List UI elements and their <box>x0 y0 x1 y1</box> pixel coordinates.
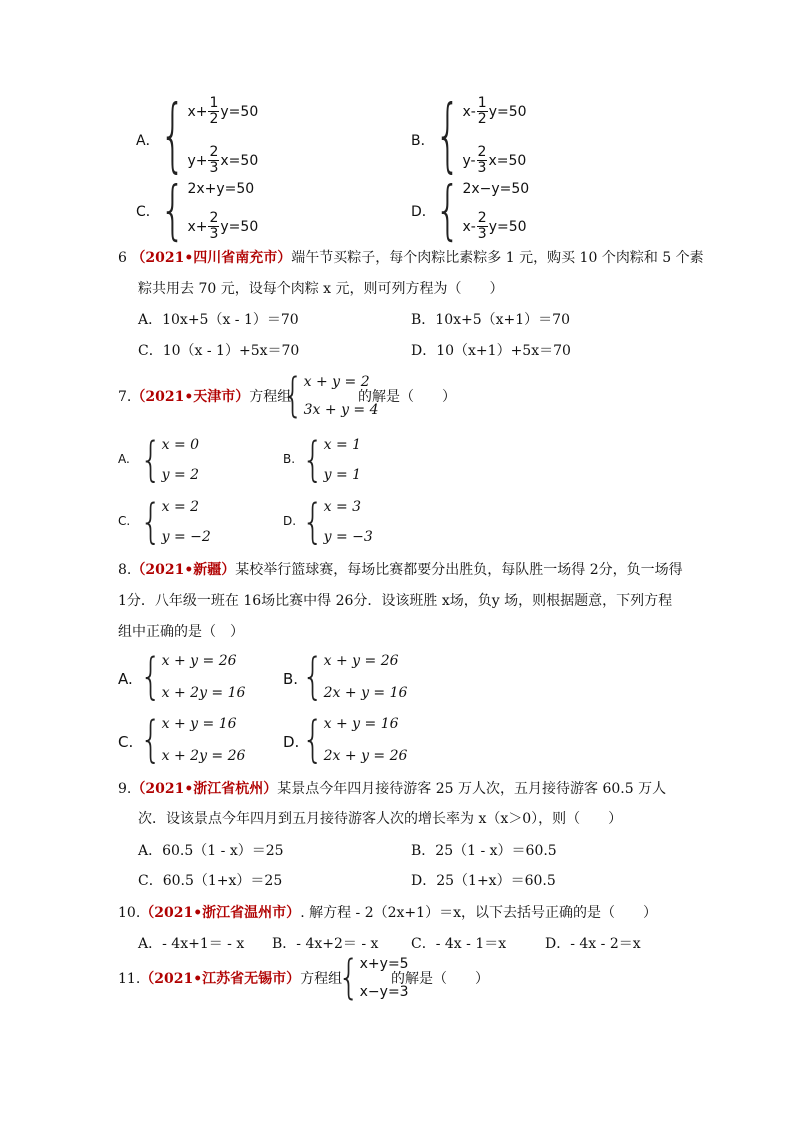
q9-option-b: B．25（1 - x）＝60.5 <box>411 843 557 859</box>
q8-option-c-label: C. <box>118 733 134 751</box>
q8-option-a-system: { x + y = 26 x + 2y = 16 <box>140 648 246 706</box>
q8-option-b-label: B. <box>283 670 299 688</box>
q7-option-a-label: A. <box>118 452 130 466</box>
q5-option-a-system: { x+ $\frac{1}{2}$ y=50 y+ $\frac{2}{3}$ x=50 <box>160 90 259 182</box>
q7-equation-system: { x + y = 2 3x + y = 4 <box>282 369 379 423</box>
q9-option-d: D．25（1+x）＝60.5 <box>411 873 556 889</box>
brace-icon: { <box>140 494 162 550</box>
brace-icon: { <box>302 432 324 488</box>
question-source: （2021•浙江省温州市） <box>140 905 301 921</box>
brace-icon: { <box>160 174 186 248</box>
q9-option-a: A．60.5（1 - x）＝25 <box>138 843 284 859</box>
brace-icon: { <box>435 90 461 182</box>
q10-option-c: C．- 4x - 1＝x <box>411 936 507 952</box>
q11-equation-system: { x+y=5 x−y=3 <box>338 951 409 1005</box>
q9-option-c: C．60.5（1+x）＝25 <box>138 873 283 889</box>
q5-option-a-label: A． <box>136 133 160 149</box>
question-number: 10. <box>118 905 141 921</box>
question-number: 7. <box>118 389 132 405</box>
q6-stem-line2: 粽共用去 70 元，设每个肉粽 x 元，则可列方程为（ ） <box>138 281 504 297</box>
q5-option-b-system: { x- $\frac{1}{2}$ y=50 y- $\frac{2}{3}$ x=50 <box>435 90 527 182</box>
q7-option-c-label: C. <box>118 514 131 528</box>
q8-stem-line1: 8.（2021•新疆）某校举行篮球赛，每场比赛都要分出胜负，每队胜一场得 2分，负一场得 <box>118 562 683 578</box>
q6-option-b: B．10x+5（x+1）＝70 <box>411 312 570 328</box>
brace-icon: { <box>435 174 461 248</box>
brace-icon: { <box>282 369 304 423</box>
question-number: 11. <box>118 971 141 987</box>
brace-icon: { <box>302 648 324 706</box>
q7-option-b-label: B. <box>283 452 296 466</box>
q6-option-a: A．10x+5（x - 1）＝70 <box>138 312 299 328</box>
q8-option-b-system: { x + y = 26 2x + y = 16 <box>302 648 408 706</box>
brace-icon: { <box>140 648 162 706</box>
q10-option-b: B．- 4x+2＝ - x <box>272 936 379 952</box>
q9-stem-line2: 次．设该景点今年四月到五月接待游客人次的增长率为 x（x＞0），则（ ） <box>138 811 623 827</box>
question-number: 9. <box>118 781 132 797</box>
q5-option-d-label: D． <box>411 204 436 220</box>
question-source: （2021•江苏省无锡市） <box>140 971 301 987</box>
brace-icon: { <box>140 711 162 769</box>
brace-icon: { <box>302 494 324 550</box>
q6-stem-line1: 6 （2021•四川省南充市）端午节买粽子，每个肉粽比素粽多 1 元，购买 10 个肉粽和 5 个素 <box>118 250 704 266</box>
question-number: 6 <box>118 250 127 266</box>
q7-option-c-system: { x = 2 y = −2 <box>140 494 211 550</box>
brace-icon: { <box>160 90 186 182</box>
q8-option-d-label: D. <box>283 733 300 751</box>
brace-icon: { <box>302 711 324 769</box>
q7-option-b-system: { x = 1 y = 1 <box>302 432 362 488</box>
q8-option-a-label: A. <box>118 670 133 688</box>
q8-stem-line3: 组中正确的是（ ） <box>118 624 244 640</box>
q10-option-a: A．- 4x+1＝ - x <box>138 936 245 952</box>
q7-option-d-system: { x = 3 y = −3 <box>302 494 373 550</box>
question-number: 8. <box>118 562 132 578</box>
brace-icon: { <box>338 951 360 1005</box>
q8-option-d-system: { x + y = 16 2x + y = 26 <box>302 711 408 769</box>
q9-stem-line1: 9.（2021•浙江省杭州）某景点今年四月接待游客 25 万人次，五月接待游客 60.5 万人 <box>118 781 667 797</box>
q7-option-d-label: D. <box>283 514 297 528</box>
brace-icon: { <box>140 432 162 488</box>
question-source: （2021•天津市） <box>131 389 250 405</box>
q5-option-c-label: C． <box>136 204 160 220</box>
q11-stem-suffix: 的解是（ ） <box>391 971 489 987</box>
q7-option-a-system: { x = 0 y = 2 <box>140 432 200 488</box>
q7-stem-prefix: 7.（2021•天津市）方程组 <box>118 389 292 405</box>
q5-option-d-system: { 2x−y=50 x- $\frac{2}{3}$ y=50 <box>435 174 530 248</box>
question-source: （2021•四川省南充市） <box>131 250 292 266</box>
q8-option-c-system: { x + y = 16 x + 2y = 26 <box>140 711 246 769</box>
q10-option-d: D．- 4x - 2＝x <box>545 936 641 952</box>
question-source: （2021•新疆） <box>131 562 236 578</box>
q10-stem: 10.（2021•浙江省温州市）. 解方程 - 2（2x+1）＝x，以下去括号正确的是（ ） <box>118 905 657 921</box>
q6-option-d: D．10（x+1）+5x＝70 <box>411 343 571 359</box>
question-source: （2021•浙江省杭州） <box>131 781 278 797</box>
q5-option-c-system: { 2x+y=50 x+ $\frac{2}{3}$ y=50 <box>160 174 259 248</box>
q7-stem-suffix: 的解是（ ） <box>358 389 456 405</box>
q5-option-b-label: B． <box>411 133 435 149</box>
q11-stem-prefix: 11.（2021•江苏省无锡市）方程组 <box>118 971 343 987</box>
q6-option-c: C．10（x - 1）+5x＝70 <box>138 343 300 359</box>
q8-stem-line2: 1分．八年级一班在 16场比赛中得 26分．设该班胜 x场，负y 场，则根据题意，下列方程 <box>118 593 673 609</box>
